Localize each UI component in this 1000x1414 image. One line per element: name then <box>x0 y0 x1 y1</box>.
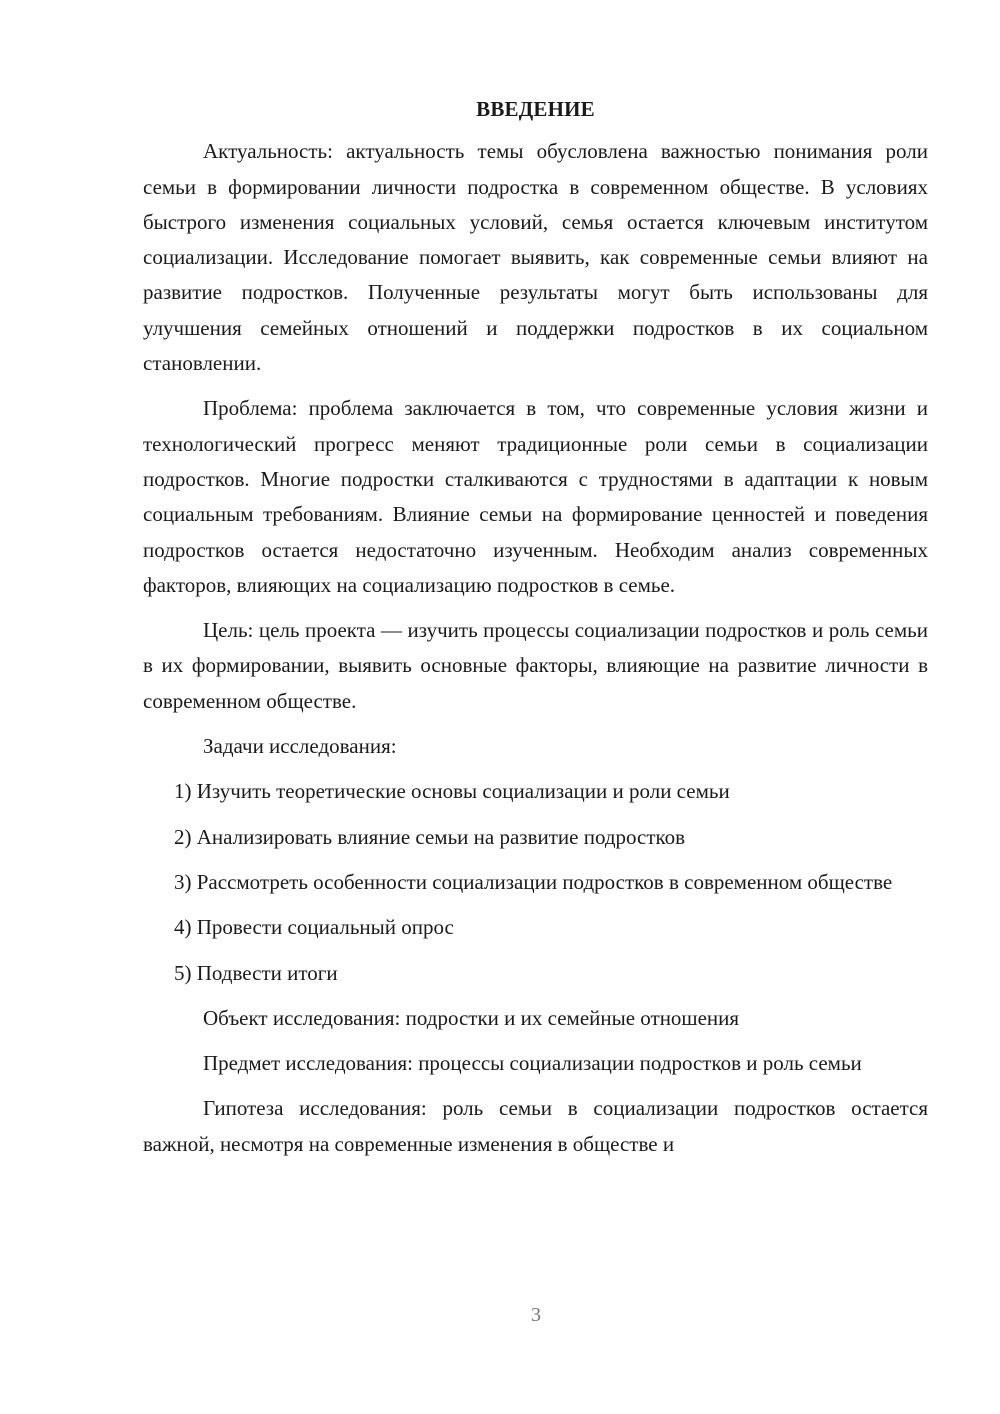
page-number: 3 <box>531 1304 541 1326</box>
paragraph-relevance: Актуальность: актуальность темы обусловлена важностью понимания роли семьи в формировании личности подростка в современном обществе. В условиях быстрого изменения социальных условий, семья остается ключевым институтом социализации. Исследование помогает выявить, как современные семьи влияют на развитие подростков. Полученные результаты могут быть использованы для улучшения семейных отношений и поддержки подростков в их социальном становлении. <box>143 139 928 376</box>
document-page <box>143 92 928 1162</box>
task-item-4: 4) Провести социальный опрос <box>174 915 454 940</box>
paragraph-problem: Проблема: проблема заключается в том, что современные условия жизни и технологический прогресс меняют традиционные роли семьи в социализации подростков. Многие подростки сталкиваются с трудностями в адаптации к новым социальным требованиям. Влияние семьи на формирование ценностей и поведения подростков остается недостаточно изученным. Необходим анализ современных факторов, влияющих на социализацию подростков в семье. <box>143 396 928 597</box>
task-item-1: 1) Изучить теоретические основы социализации и роли семьи <box>174 779 730 804</box>
paragraph-hypothesis: Гипотеза исследования: роль семьи в социализации подростков остается важной, несмотря на современные изменения в обществе и <box>143 1096 928 1156</box>
paragraph-subject: Предмет исследования: процессы социализации подростков и роль семьи <box>203 1051 862 1076</box>
task-item-5: 5) Подвести итоги <box>174 960 338 985</box>
paragraph-tasks-heading: Задачи исследования: <box>203 734 397 759</box>
paragraph-goal: Цель: цель проекта — изучить процессы социализации подростков и роль семьи в их формировании, выявить основные факторы, влияющие на развитие личности в современном обществе. <box>143 618 928 713</box>
task-item-2: 2) Анализировать влияние семьи на развитие подростков <box>174 824 686 849</box>
paragraph-object: Объект исследования: подростки и их семейные отношения <box>203 1005 740 1030</box>
section-title: ВВЕДЕНИЕ <box>476 97 595 121</box>
task-item-3: 3) Рассмотреть особенности социализации подростков в современном обществе <box>174 869 893 894</box>
